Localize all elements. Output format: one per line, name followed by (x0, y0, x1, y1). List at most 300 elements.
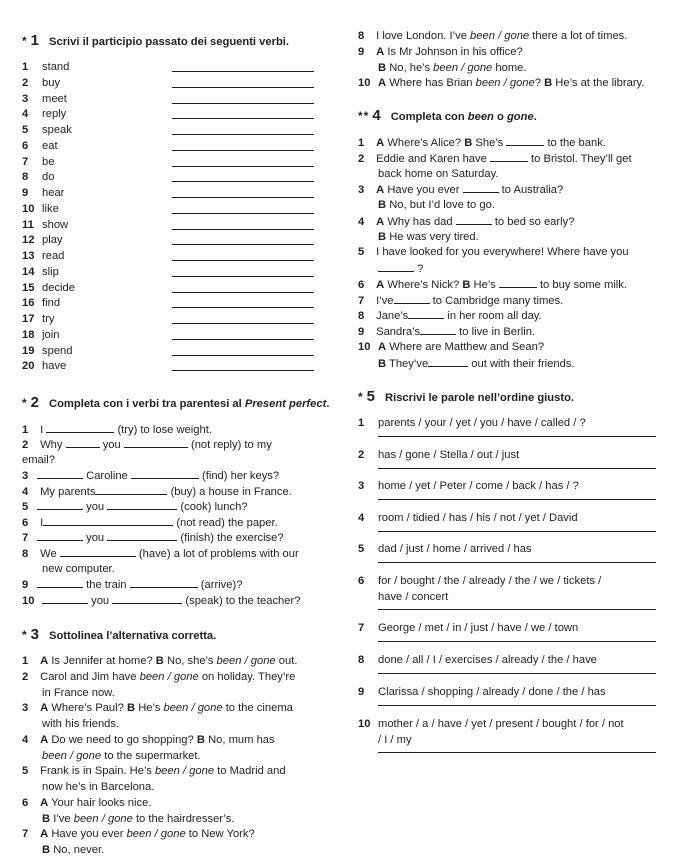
scrambled-words: for / bought / the / already / the / we / tickets / (378, 575, 602, 587)
item-text: Frank is in Spain. He’s (40, 765, 152, 777)
item-number: 16 (22, 297, 35, 310)
ex3-item-4 (22, 733, 275, 749)
ex3-item-9-cont (358, 61, 526, 77)
ex5-item (358, 621, 578, 637)
answer-blank[interactable] (130, 577, 198, 588)
ex3-item-8 (358, 29, 627, 45)
alternative-choice[interactable]: been / gone (139, 671, 199, 683)
answer-line[interactable] (172, 355, 314, 356)
exercise-number: 2 (30, 394, 40, 411)
speaker-a: A (376, 279, 385, 291)
item-text: No, never. (53, 844, 105, 856)
item-text: you (102, 439, 121, 451)
item-number: 17 (22, 313, 35, 325)
item-text: Where’s Paul? (51, 702, 124, 714)
item-number: 6 (22, 517, 29, 529)
answer-line[interactable] (378, 705, 656, 706)
item-number: 8 (358, 310, 365, 322)
difficulty-stars: * (358, 390, 364, 404)
ex1-item (22, 359, 66, 375)
ex4-item-10 (358, 340, 544, 356)
answer-line[interactable] (172, 339, 314, 340)
answer-line[interactable] (172, 260, 314, 261)
answer-blank[interactable] (42, 593, 88, 604)
exercise-instruction: Riscrivi le parole nell’ordine giusto. (385, 392, 575, 404)
verb: spend (42, 344, 73, 357)
item-text: Jane’s (376, 310, 409, 322)
ex4-item-4-cont (358, 230, 479, 246)
item-text: Where has Brian (389, 77, 473, 89)
item-number: 6 (358, 575, 365, 587)
speaker-b: B (378, 199, 387, 211)
item-text: He was very tired. (389, 231, 479, 243)
item-text: They’ve (389, 358, 429, 370)
item-text: No, she’s (167, 655, 214, 667)
item-number: 11 (22, 218, 34, 231)
verb: do (42, 171, 55, 184)
scrambled-words: Clarissa / shopping / already / done / the / has (378, 686, 606, 698)
verb: hear (42, 187, 65, 199)
speaker-b: B (544, 77, 553, 89)
scrambled-words: George / met / in / just / have / we / town (378, 622, 579, 634)
verb: reply (42, 108, 67, 121)
ex3-item-1 (22, 654, 297, 670)
answer-line[interactable] (172, 103, 314, 104)
exercise-2-heading (22, 395, 329, 413)
answer-blank[interactable] (378, 261, 414, 272)
alternative-choice[interactable]: been / gone (154, 765, 215, 777)
speaker-a: A (40, 702, 49, 714)
answer-blank[interactable] (124, 437, 188, 448)
ex3-item-2 (22, 670, 295, 686)
answer-line[interactable] (172, 292, 314, 293)
ex1-item (22, 281, 75, 297)
difficulty-stars: * (22, 628, 28, 642)
item-number: 7 (22, 155, 29, 168)
item-number: 19 (22, 344, 35, 357)
ex1-item (22, 76, 60, 92)
speaker-a: A (376, 216, 385, 228)
ex4-item-6 (358, 277, 627, 294)
answer-blank[interactable] (463, 182, 499, 193)
ex1-item (22, 312, 54, 328)
answer-line[interactable] (378, 468, 656, 469)
scrambled-words: home / yet / Peter / come / back / has / ? (378, 480, 579, 492)
ex4-item-5-cont (358, 261, 423, 278)
ex1-item (22, 249, 64, 265)
item-number: 10 (358, 341, 371, 353)
speaker-b: B (126, 702, 136, 714)
item-text: Do we need to go shopping? (51, 734, 194, 746)
item-number: 8 (22, 548, 29, 560)
ex3-item-6-cont (22, 812, 234, 828)
ex5-item (358, 542, 532, 558)
answer-line[interactable] (172, 244, 314, 245)
scrambled-words: has / gone / Stella / out / just (378, 449, 520, 461)
item-text: Why has dad (387, 216, 453, 228)
speaker-b: B (378, 62, 387, 74)
item-text: (have) a lot of problems with our (138, 548, 299, 560)
ex2-item-10 (22, 593, 300, 610)
exercise-1-heading (22, 33, 289, 51)
answer-line[interactable] (172, 323, 314, 324)
item-number: 5 (22, 124, 29, 136)
item-number: 2 (22, 439, 29, 451)
ex2-item-9 (22, 577, 242, 594)
answer-blank[interactable] (66, 437, 100, 448)
answer-line[interactable] (378, 673, 656, 674)
answer-line[interactable] (378, 752, 656, 753)
answer-blank[interactable] (506, 135, 544, 146)
item-text: in her room all day. (447, 310, 542, 322)
item-number: 2 (358, 449, 365, 461)
ex5-item-cont (358, 590, 448, 606)
answer-line[interactable] (378, 641, 656, 642)
item-number: 5 (22, 765, 29, 777)
speaker-b: B (42, 813, 51, 825)
item-text: He’s (473, 279, 496, 291)
answer-line[interactable] (378, 609, 656, 610)
item-text: No, mum has (208, 734, 275, 746)
alternative-choice[interactable]: been / gone (475, 77, 535, 89)
alternative-choice[interactable]: been / gone (216, 655, 276, 667)
item-number: 3 (358, 184, 365, 196)
item-text: I (40, 517, 44, 529)
answer-line[interactable] (172, 87, 314, 88)
ex3-item-4-cont (22, 749, 201, 765)
item-text: Eddie and Karen have (376, 153, 487, 165)
item-text: I’ve (53, 813, 71, 825)
answer-line[interactable] (172, 71, 314, 72)
item-number: 8 (358, 654, 365, 666)
answer-blank[interactable] (394, 293, 430, 304)
answer-blank[interactable] (46, 422, 114, 433)
scrambled-words: parents / your / yet / you / have / called / ? (378, 417, 586, 429)
answer-line[interactable] (172, 276, 314, 277)
answer-blank[interactable] (456, 214, 492, 225)
speaker-b: B (42, 844, 51, 856)
item-text: He’s at the library. (555, 77, 645, 89)
item-text: Why (40, 439, 63, 451)
item-text: now he’s in Barcelona. (42, 781, 155, 793)
item-text: to the supermarket. (104, 750, 201, 762)
item-number: 3 (22, 92, 29, 105)
verb: have (42, 360, 67, 373)
item-number: 8 (22, 171, 29, 184)
ex5-item (358, 574, 601, 590)
alternative-choice[interactable]: been / gone (433, 62, 493, 74)
ex3-item-5 (22, 764, 286, 780)
ex3-item-6 (22, 796, 151, 812)
item-text: I have looked for you everywhere! Where have you (376, 246, 629, 258)
speaker-a: A (40, 734, 49, 746)
verb: eat (42, 139, 58, 152)
ex1-item (22, 155, 54, 171)
verb: find (42, 297, 61, 310)
ex2-item-8-cont (22, 562, 115, 578)
item-text: to bed so early? (494, 216, 575, 228)
ex2-item-3 (22, 468, 279, 485)
item-number: 13 (22, 250, 35, 262)
answer-line[interactable] (172, 370, 314, 371)
item-text: to the bank. (547, 137, 606, 149)
ex1-item (22, 139, 58, 155)
item-text: you (86, 532, 105, 544)
ex2-item-5 (22, 499, 248, 516)
item-number: 10 (358, 77, 371, 89)
ex4-item-5 (358, 245, 629, 261)
item-number: 2 (22, 76, 29, 89)
alternative-choice[interactable]: been / gone (126, 828, 186, 840)
answer-blank[interactable] (490, 151, 528, 162)
speaker-b: B (196, 734, 205, 746)
item-number: 5 (358, 246, 365, 258)
item-number: 4 (358, 512, 365, 524)
difficulty-stars: ** (358, 109, 370, 123)
item-text: ? (534, 77, 541, 89)
item-number: 3 (22, 470, 29, 482)
item-number: 8 (358, 30, 365, 42)
ex5-item (358, 653, 597, 669)
ex5-item (358, 479, 579, 495)
item-text: (arrive)? (200, 579, 243, 591)
exercise-instruction: Scrivi il participio passato dei seguenti verbi. (49, 36, 290, 48)
ex1-item (22, 92, 67, 108)
ex1-item (22, 328, 59, 344)
item-text: to Bristol. They’ll get (531, 153, 632, 165)
item-number: 9 (22, 187, 29, 199)
speaker-a: A (376, 46, 385, 58)
item-text: you (91, 595, 110, 607)
item-text: on holiday. They’re (201, 671, 296, 683)
verb: be (42, 155, 55, 168)
ex3-item-10 (358, 76, 644, 92)
answer-line[interactable] (172, 213, 314, 214)
ex4-item-2-cont (358, 167, 498, 183)
item-number: 1 (358, 417, 365, 429)
ex1-item (22, 107, 66, 123)
item-number: 7 (22, 532, 29, 544)
ex1-item (22, 202, 59, 218)
item-number: 10 (22, 595, 35, 607)
difficulty-stars: * (22, 34, 28, 48)
answer-blank[interactable] (43, 515, 173, 526)
exercise-number: 3 (30, 626, 40, 643)
item-number: 18 (22, 328, 35, 341)
ex1-item (22, 186, 64, 202)
scrambled-words: dad / just / home / arrived / has (378, 543, 532, 555)
item-text: out with their friends. (471, 358, 575, 370)
item-number: 10 (22, 202, 35, 215)
item-number: 6 (22, 139, 29, 152)
item-number: 5 (22, 501, 29, 513)
answer-line[interactable] (172, 307, 314, 308)
speaker-a: A (378, 341, 387, 353)
item-number: 2 (22, 671, 29, 683)
speaker-a: A (376, 184, 385, 196)
answer-blank[interactable] (37, 577, 83, 588)
speaker-b: B (462, 279, 471, 291)
alternative-choice[interactable]: been / gone (73, 813, 133, 825)
item-text: (finish) the exercise? (180, 532, 284, 544)
answer-blank[interactable] (60, 546, 136, 557)
exercise-5-heading (358, 389, 574, 407)
item-number: 4 (22, 486, 29, 498)
verb: speak (42, 124, 72, 136)
answer-line[interactable] (378, 499, 656, 500)
item-text: to New York? (188, 828, 255, 840)
exercise-instruction: Completa con (390, 111, 468, 123)
exercise-3-heading (22, 627, 216, 645)
item-text: Sandra’s (376, 326, 421, 338)
verb: like (42, 202, 59, 215)
item-number: 9 (22, 579, 29, 591)
ex3-item-5-cont (22, 780, 154, 796)
item-text: back home on Saturday. (378, 168, 499, 180)
item-number: 4 (358, 216, 365, 228)
answer-blank[interactable] (408, 308, 444, 319)
item-number: 15 (22, 281, 35, 294)
instruction-word: been (467, 111, 494, 123)
ex2-item-8 (22, 546, 299, 563)
alternative-choice[interactable]: been / gone (470, 30, 530, 42)
answer-blank[interactable] (107, 530, 177, 541)
answer-blank[interactable] (428, 356, 468, 367)
scrambled-words: room / tidied / has / his / not / yet / David (378, 512, 578, 524)
scrambled-words: / I / my (378, 733, 412, 746)
item-text: (buy) a house in France. (170, 486, 292, 498)
instruction-word: o (493, 111, 507, 123)
verb: try (42, 313, 55, 325)
ex5-item (358, 416, 586, 432)
exercise-4-heading (358, 108, 537, 126)
answer-blank[interactable] (95, 484, 167, 495)
item-text: out. (278, 655, 298, 667)
verb: show (42, 218, 69, 231)
answer-blank[interactable] (112, 593, 182, 604)
answer-line[interactable] (172, 150, 314, 151)
exercise-instruction: Completa con i verbi tra parentesi al (49, 398, 245, 410)
answer-line[interactable] (172, 181, 314, 182)
answer-blank[interactable] (37, 499, 83, 510)
answer-line[interactable] (378, 531, 656, 532)
item-text: Where are Matthew and Sean? (389, 341, 545, 353)
item-text: with his friends. (42, 718, 120, 730)
verb: slip (42, 265, 59, 278)
item-text: ? (417, 263, 424, 275)
exercise-instruction-end: . (326, 398, 330, 410)
ex1-item (22, 218, 68, 234)
item-number: 5 (358, 543, 365, 555)
speaker-a: A (376, 137, 385, 149)
item-text: (find) her keys? (202, 470, 280, 482)
ex5-item-cont (358, 733, 412, 749)
item-number: 1 (22, 61, 29, 73)
ex4-item-9 (358, 324, 535, 341)
item-number: 4 (22, 108, 29, 121)
instruction-word: . (533, 111, 537, 123)
ex2-item-2-cont (22, 453, 55, 469)
ex4-item-1 (358, 135, 606, 152)
ex4-item-3 (358, 182, 563, 199)
speaker-a: A (40, 797, 49, 809)
answer-line[interactable] (172, 134, 314, 135)
item-number: 1 (358, 137, 365, 149)
ex3-item-7-cont (22, 843, 104, 859)
item-text: She’s (475, 137, 504, 149)
item-text: to Australia? (501, 184, 564, 196)
item-text: home. (495, 62, 527, 74)
alternative-choice[interactable]: been / gone (42, 750, 102, 762)
item-text: (try) to lose weight. (117, 424, 212, 436)
answer-line[interactable] (172, 118, 314, 119)
speaker-b: B (378, 231, 387, 243)
item-text: Have you ever (51, 828, 124, 840)
alternative-choice[interactable]: been / gone (163, 702, 223, 714)
verb: read (42, 250, 65, 262)
answer-line[interactable] (172, 197, 314, 198)
verb: decide (42, 281, 75, 294)
item-number: 4 (22, 734, 29, 746)
item-number: 7 (22, 828, 29, 840)
answer-line[interactable] (172, 166, 314, 167)
item-number: 6 (22, 797, 29, 809)
ex1-item (22, 233, 63, 249)
answer-line[interactable] (172, 229, 314, 230)
answer-line[interactable] (378, 436, 656, 437)
exercise-number: 4 (372, 107, 381, 124)
item-number: 7 (358, 295, 365, 307)
answer-blank[interactable] (420, 324, 456, 335)
speaker-a: A (40, 655, 49, 667)
item-number: 9 (358, 686, 365, 698)
item-text: to live in Berlin. (459, 326, 536, 338)
item-number: 3 (22, 702, 29, 714)
scrambled-words: have / concert (378, 590, 449, 603)
answer-blank[interactable] (107, 499, 177, 510)
answer-blank[interactable] (37, 468, 83, 479)
item-number: 9 (358, 326, 365, 338)
item-number: 1 (22, 424, 29, 436)
item-text: My parents (40, 486, 96, 498)
ex5-item (358, 448, 519, 464)
answer-line[interactable] (378, 562, 656, 563)
answer-blank[interactable] (131, 468, 199, 479)
answer-blank[interactable] (499, 277, 537, 288)
item-text: (not read) the paper. (176, 517, 278, 529)
scrambled-words: done / all / I / exercises / already / the / have (378, 654, 597, 666)
exercise-instruction: Sottolinea l’alternativa corretta. (49, 630, 217, 642)
speaker-b: B (378, 358, 387, 370)
item-text: (cook) lunch? (180, 501, 248, 513)
answer-blank[interactable] (37, 530, 83, 541)
item-text: to the hairdresser’s. (135, 813, 235, 825)
ex2-item-2 (22, 437, 272, 454)
item-text: to buy some milk. (539, 279, 627, 291)
item-text: Have you ever (387, 184, 460, 196)
difficulty-stars: * (22, 396, 28, 410)
item-number: 14 (22, 265, 35, 278)
ex2-item-7 (22, 530, 284, 547)
item-text: email? (22, 454, 55, 466)
item-text: No, he’s (389, 62, 431, 74)
speaker-a: A (378, 77, 387, 89)
item-text: Caroline (86, 470, 128, 482)
scrambled-words: mother / a / have / yet / present / bought / for / not (378, 718, 624, 730)
ex4-item-3-cont (358, 198, 495, 214)
item-number: 7 (358, 622, 365, 634)
ex4-item-2 (358, 151, 632, 168)
